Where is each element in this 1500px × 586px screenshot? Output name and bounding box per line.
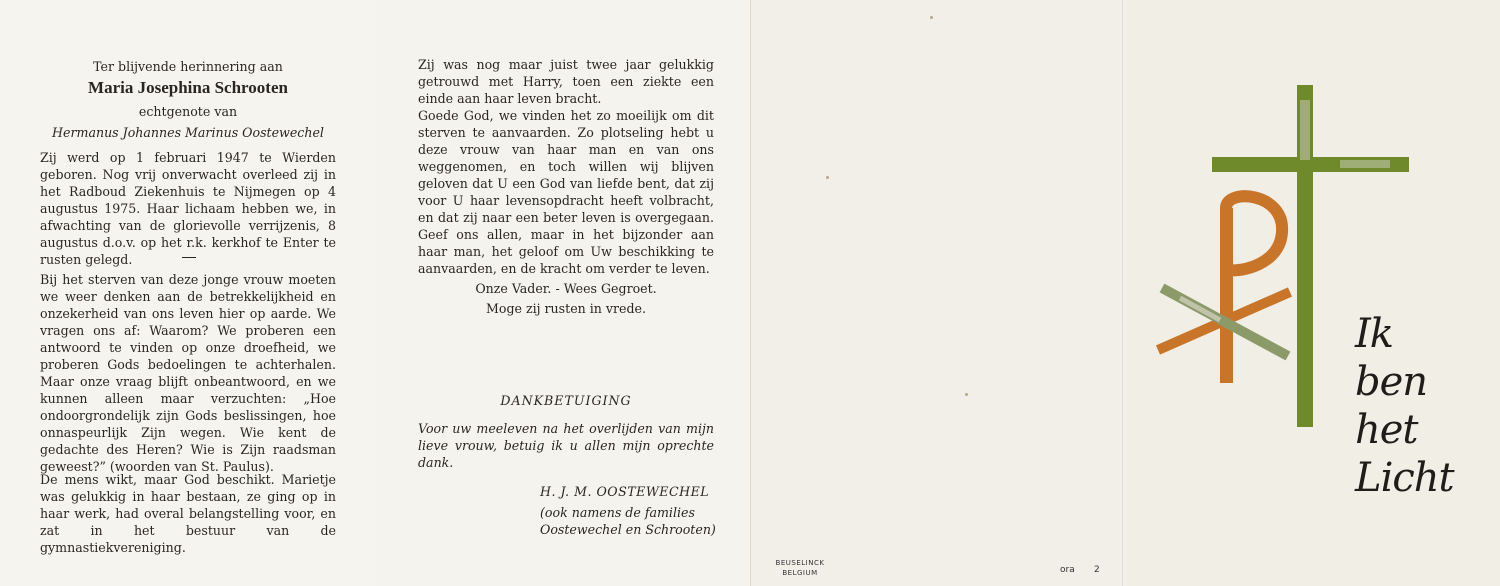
spouse-label: echtgenote van xyxy=(138,104,238,119)
paper-speck xyxy=(930,16,933,19)
prayer-line-2: Moge zij rusten in vrede. xyxy=(485,301,647,316)
signature-note-2: Oostewechel en Schrooten) xyxy=(540,522,716,537)
paper-speck xyxy=(965,393,968,396)
thanks-heading: DANKBETUIGING xyxy=(500,393,632,408)
prayer-line-1: Onze Vader. - Wees Gegroet. xyxy=(475,281,657,296)
motto-line-3: het xyxy=(1355,407,1418,453)
prayer-paragraph: Goede God, we vinden het zo moeilijk om dit sterven te aanvaarden. Zo plotseling hebt u deze vrouw van haar man en van ons weggenomen, en toch willen wij blijven geloven dat U een God van liefde bent, dat zij voor U haar levensopdracht heeft volbracht, en dat zij naar een beter leven is overgegaan. Geef ons allen, maar in het bijzonder aan haar man, het geloof om Uw beschikking te aanvaarden, en de kracht om verder te leven. xyxy=(418,108,714,276)
deceased-name: Maria Josephina Schrooten xyxy=(88,78,288,97)
rho-loop xyxy=(1226,196,1282,270)
back-cover xyxy=(750,0,1125,586)
center-fold xyxy=(750,0,751,586)
separator-dash xyxy=(182,257,196,258)
motto-line-2: ben xyxy=(1355,359,1428,405)
marriage-paragraph: Zij was nog maar juist twee jaar gelukkig getrouwd met Harry, toen een ziekte een einde aan haar leven bracht. xyxy=(418,57,714,106)
life-paragraph: De mens wikt, maar God beschikt. Marietje was gelukkig in haar bestaan, ze ging op in haar werk, had overal belangstelling voor, en zat in het bestuur van de gymnastiekvereniging. xyxy=(40,472,336,555)
printer-country: BELGIUM xyxy=(782,569,818,577)
motto-line-1: Ik xyxy=(1355,311,1394,357)
motto-line-4: Licht xyxy=(1355,455,1454,501)
signature-note-1: (ook namens de families xyxy=(540,505,695,520)
print-code-number: 2 xyxy=(1094,565,1100,575)
cover-fold xyxy=(1122,0,1123,586)
paper-speck xyxy=(826,176,829,179)
signature: H. J. M. OOSTEWECHEL xyxy=(540,484,710,499)
printer-name: BEUSELINCK xyxy=(775,559,825,567)
cover-motto xyxy=(1355,310,1465,502)
biography-paragraph: Zij werd op 1 februari 1947 te Wierden geboren. Nog vrij onverwacht overleed zij in het Radboud Ziekenhuis te Nijmegen op 4 augustus 1975. Haar lichaam hebben we, in afwachting van de glorievolle verrijzenis, 8 augustus d.o.v. op het r.k. kerkhof te Enter te rusten gelegd. xyxy=(40,150,336,267)
spouse-name: Hermanus Johannes Marinus Oostewechel xyxy=(52,125,324,140)
rho-stem xyxy=(1220,208,1233,383)
thanks-text: Voor uw meeleven na het overlijden van mijn lieve vrouw, betuig ik u allen mijn oprechte dank. xyxy=(418,421,714,470)
reflection-paragraph: Bij het sterven van deze jonge vrouw moeten we weer denken aan de betrekkelijkheid en onzekerheid van ons leven hier op aarde. We vragen ons af: Waarom? We proberen een antwoord te vinden op onze droefheid, we proberen Gods bedoelingen te achterhalen. Maar onze vraag blijft onbeantwoord, en we kunnen alleen maar verzuchten: „Hoe ondoorgrondelijk zijn Gods beslissingen, hoe onnaspeurlijk Zijn wegen. Wie kent de gedachte des Heren? Wie is Zijn raadsman geweest?” (woorden van St. Paulus). xyxy=(40,272,336,474)
print-code: ora xyxy=(1060,565,1075,575)
intro-line: Ter blijvende herinnering aan xyxy=(93,59,283,74)
